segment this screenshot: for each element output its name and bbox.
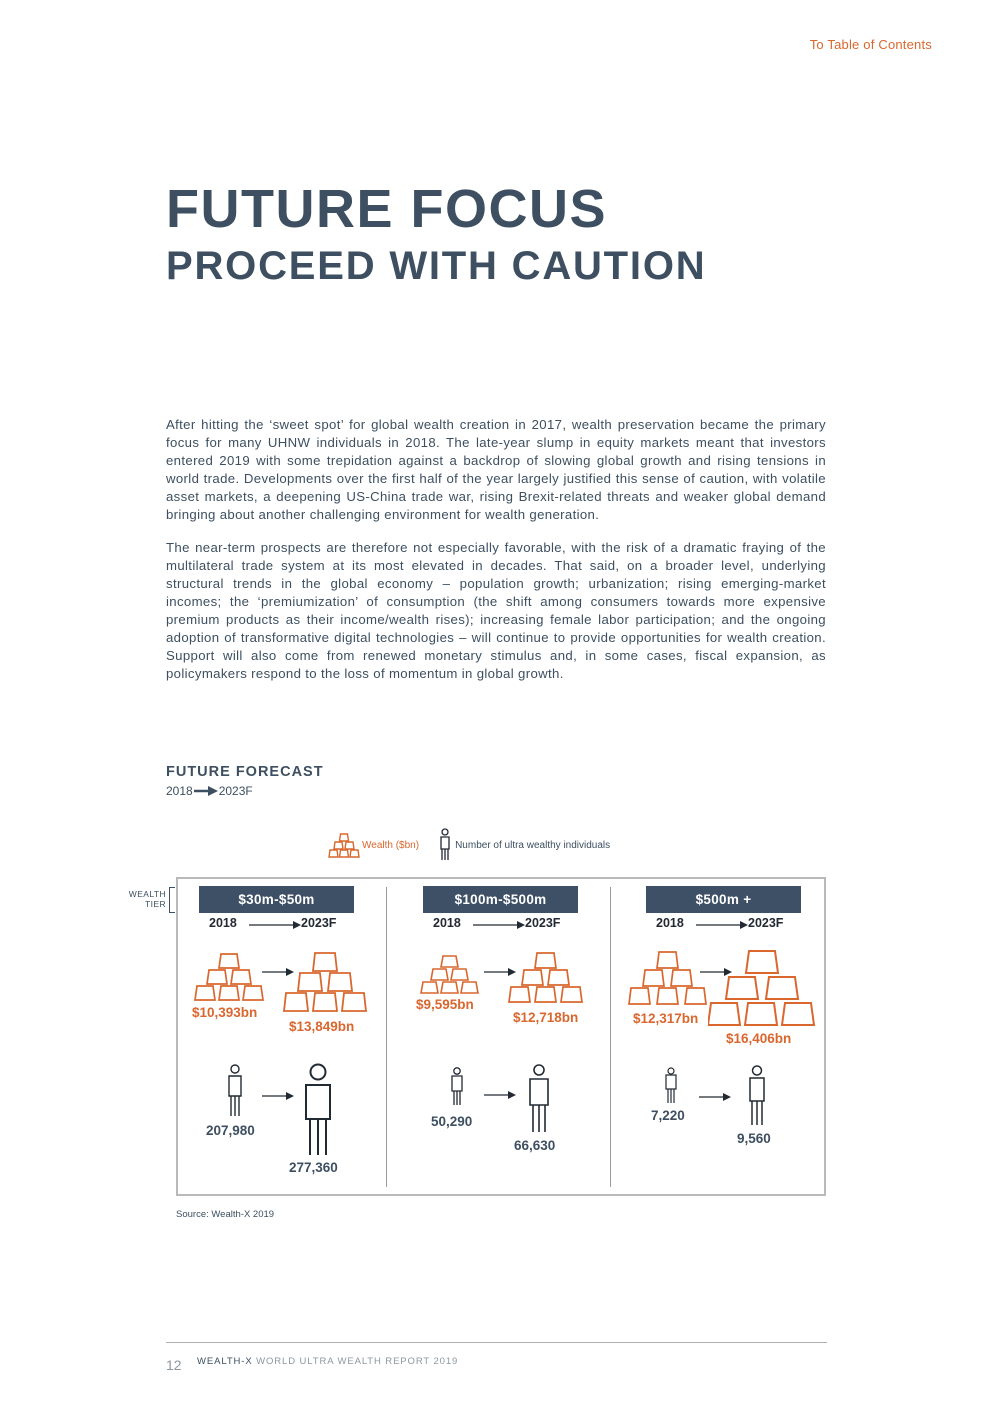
people-value-2023: 277,360 [289,1160,338,1175]
wealth-tier-label [110,889,166,909]
wealth-value-2023: $16,406bn [726,1031,792,1046]
forecast-panel [176,877,826,1196]
person-icon [664,1067,678,1105]
arrow-right-icon [473,920,525,930]
people-value-2023: 66,630 [514,1138,556,1153]
forecast-to-year: 2023F [218,784,253,798]
chart-source: Source: Wealth-X 2019 [176,1209,275,1220]
footer-report-name: WORLD ULTRA WEALTH REPORT 2019 [252,1356,459,1367]
person-icon [439,828,451,862]
forecast-title: FUTURE FORECAST [166,764,324,780]
tier-divider [610,887,611,1187]
arrow-right-icon [194,786,218,796]
wealth-value-2018: $10,393bn [192,1005,258,1020]
people-value-2023: 9,560 [737,1131,771,1146]
people-value-2018: 50,290 [431,1114,473,1129]
wealth-tier-label-line1: WEALTH [128,889,166,899]
footer-brand: WEALTH-X [197,1356,253,1367]
person-icon [449,1067,465,1107]
page-subtitle: PROCEED WITH CAUTION [166,244,707,288]
wealth-value-2018: $9,595bn [416,997,474,1012]
people-value-2018: 207,980 [206,1123,255,1138]
gold-bars-icon [194,953,266,1003]
legend-wealth-label: Wealth ($bn) [362,839,420,851]
tier-divider [386,887,387,1187]
gold-bars-icon [420,955,482,995]
tier-header: $500m + [646,886,801,913]
tier-year-to: 2023F [525,916,561,930]
body-text [166,416,826,697]
tier-year-from: 2018 [209,916,237,930]
page-number: 12 [166,1357,182,1373]
person-icon [226,1064,244,1118]
wealth-value-2023: $12,718bn [513,1010,579,1025]
gold-bars-icon [628,951,708,1007]
person-icon [302,1063,334,1157]
arrow-right-icon [699,1092,731,1102]
gold-bars-icon [282,951,370,1015]
tier-bracket [169,887,175,913]
person-icon [747,1065,767,1127]
wealth-value-2018: $12,317bn [633,1011,699,1026]
tier-year-to: 2023F [748,916,784,930]
legend-people-label: Number of ultra wealthy individuals [455,839,611,851]
tier-year-from: 2018 [656,916,684,930]
table-of-contents-link[interactable]: To Table of Contents [809,37,932,52]
tier-year-from: 2018 [433,916,461,930]
tier-header: $100m-$500m [423,886,578,913]
wealth-tier-label-line2: TIER [145,899,166,909]
tier-header: $30m-$50m [199,886,354,913]
arrow-right-icon [484,1090,516,1100]
arrow-right-icon [696,920,748,930]
footer-report-title [197,1356,458,1367]
people-value-2018: 7,220 [651,1108,685,1123]
footer-divider [166,1342,827,1343]
gold-bars-icon [507,952,585,1006]
paragraph-2: The near-term prospects are therefore not especially favorable, with the risk of a dramatic fraying of the multilateral trade system at its most elevated in decades. That said, on a broader level, underlying structural trends in the global economy – population growth; urbanization; rising emerging-market incomes; the ‘premiumization’ of consumption (the shift among consumers towards more expensive premium products as their income/wealth rises); increasing female labor participation; and the ongoing adoption of transformative digital technologies – will continue to provide opportunities for wealth creation. Support will also come from renewed monetary stimulus and, in some cases, fiscal expansion, as policymakers respond to the loss of momentum in global growth. [166,539,826,682]
forecast-years [166,784,253,798]
arrow-right-icon [262,1091,294,1101]
tier-year-to: 2023F [301,916,337,930]
page-title: FUTURE FOCUS [166,179,607,239]
gold-bars-icon [708,949,818,1029]
chart-legend [328,828,610,862]
person-icon [527,1064,551,1134]
arrow-right-icon [249,920,301,930]
wealth-value-2023: $13,849bn [289,1019,355,1034]
gold-bars-icon [328,832,360,858]
paragraph-1: After hitting the ‘sweet spot’ for global wealth creation in 2017, wealth preservation became the primary focus for many UHNW individuals in 2018. The late-year slump in equity markets meant that investors entered 2019 with some trepidation against a backdrop of slowing global growth and rising tensions in world trade. Developments over the first half of the year largely justified this sense of caution, with volatile asset markets, a deepening US-China trade war, rising Brexit-related threats and weaker global demand bringing about another challenging environment for wealth generation. [166,417,826,523]
forecast-from-year: 2018 [166,784,193,798]
